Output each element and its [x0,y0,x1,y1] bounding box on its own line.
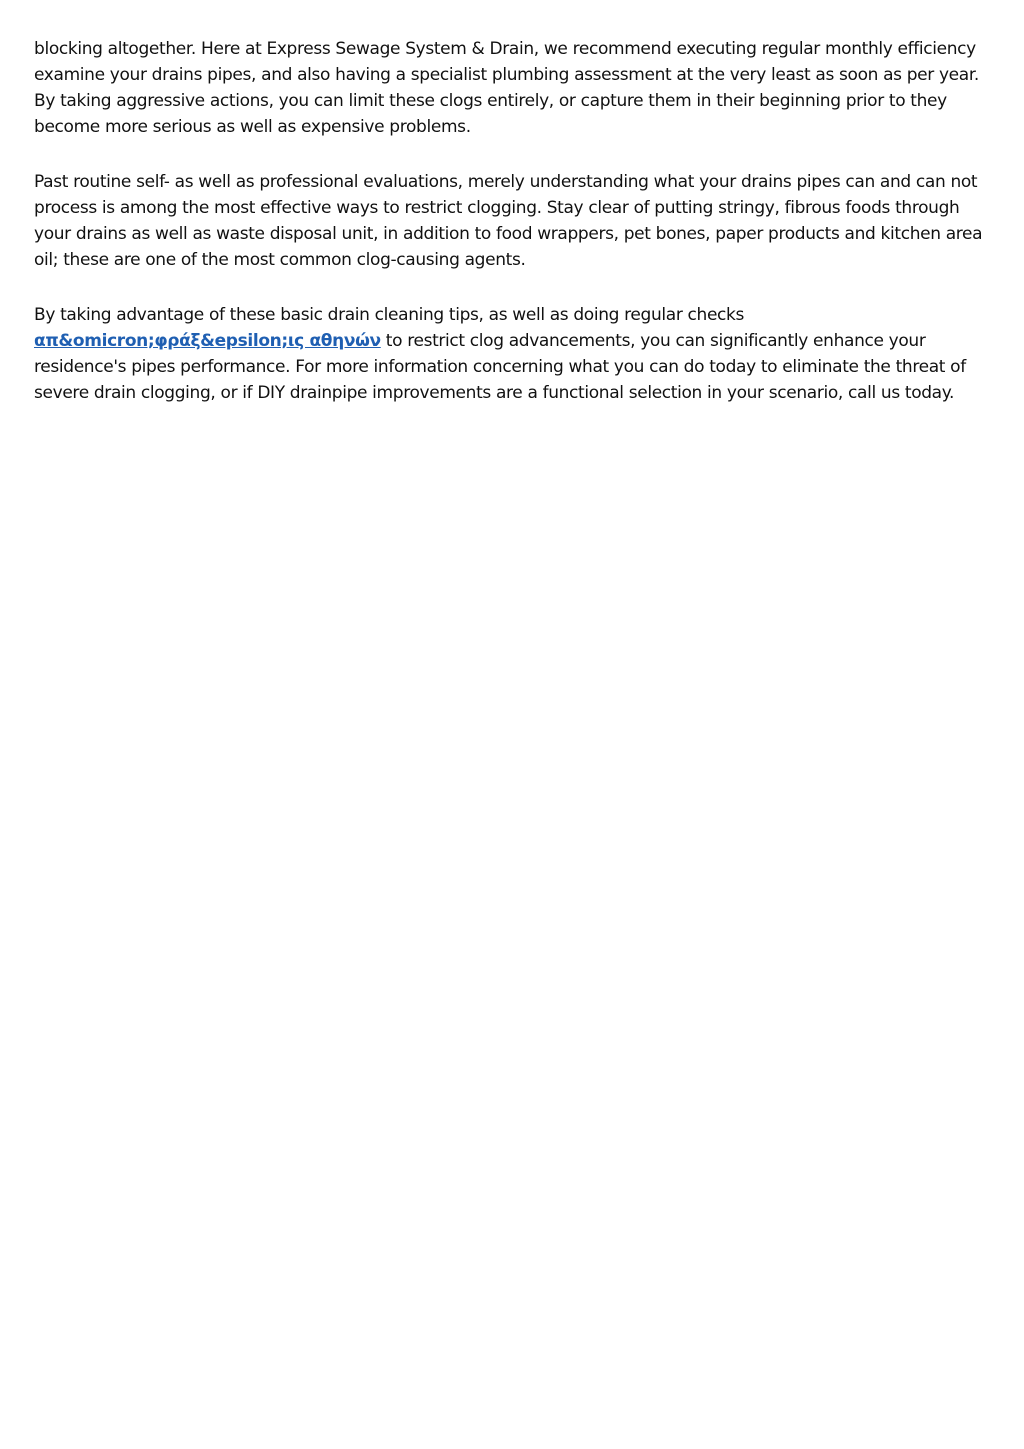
paragraph-conclusion-end: to restrict clog advancements, you can significantly enhance your residence's pipes performance. For more information concerning what you can do today to eliminate the threat of severe drain clogging, or if DIY drainpipe improvements are a functional selection in your scenario, call us today. [34,331,966,403]
paragraph-prevention: Past routine self- as well as professional evaluations, merely understanding what your drains pipes can and can not process is among the most effective ways to restrict clogging. Stay clear of putting stringy, fibrous foods through your drains as well as waste disposal unit, in addition to food wrappers, pet bones, paper products and kitchen area oil; these are one of the most common clog-causing agents. [34,172,983,270]
paragraph-maintenance: blocking altogether. Here at Express Sewage System & Drain, we recommend executing regular monthly efficiency examine your drains pipes, and also having a specialist plumbing assessment at the very least as soon as per year. By taking aggressive actions, you can limit these clogs entirely, or capture them in their beginning prior to they become more serious as well as expensive problems. [34,39,979,137]
document-page [34,36,992,435]
paragraph-conclusion-start: By taking advantage of these basic drain cleaning tips, as well as doing regular checks [34,305,745,325]
paragraph-conclusion [34,302,992,406]
drain-service-link[interactable]: απ&omicron;φράξ&epsilon;ις αθηνών [34,331,381,351]
